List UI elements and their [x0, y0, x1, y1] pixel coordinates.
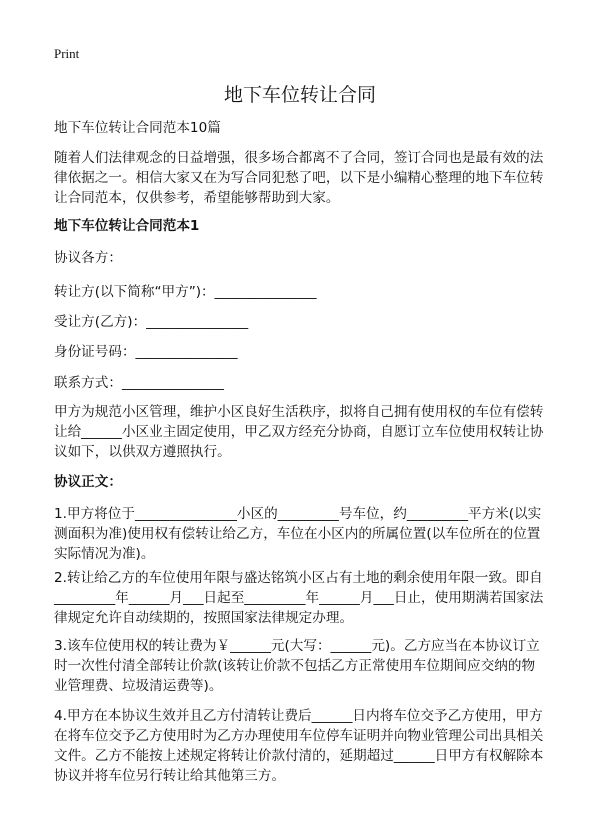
- line: 律依据之一。相信大家又在为写合同犯愁了吧，以下是小编精心整理的地下车位转: [54, 170, 544, 186]
- id-number-field: 身份证号码：_______________: [54, 344, 238, 360]
- parties-label: 协议各方：: [54, 250, 122, 266]
- intro-paragraph: [54, 148, 543, 208]
- line: 让给______小区业主固定使用，甲乙双方经充分协商，自愿订立车位使用权转让协: [54, 424, 544, 440]
- line: 让合同范本，仅供参考，希望能够帮助到大家。: [54, 190, 340, 206]
- line: 律规定允许自动续期的，按照国家法律规定办理。: [54, 610, 354, 626]
- subtitle: 地下车位转让合同范本10篇: [54, 120, 221, 136]
- line: 2.转让给乙方的车位使用年限与盛达铭筑小区占有土地的剩余使用年限一致。即自: [54, 570, 543, 586]
- line: _________年______月___日起至_________年______月___日止，使用期满若国家法: [54, 590, 544, 606]
- line: 4.甲方在本协议生效并且乙方付清转让费后______日内将车位交予乙方使用，甲方: [54, 708, 543, 724]
- line: 甲方为规范小区管理，维护小区良好生活秩序，拟将自己拥有使用权的车位有偿转: [54, 404, 544, 420]
- clause-1: [54, 504, 541, 564]
- line: 测面积为准)使用权有偿转让给乙方，车位在小区内的所属位置(以车位所在的位置: [54, 526, 541, 542]
- line: 议如下，以供双方遵照执行。: [54, 444, 231, 460]
- line: 业管理费、垃圾清运费等)。: [54, 678, 223, 694]
- line: 时一次性付清全部转让价款(该转让价款不包括乙方正常使用车位期间应交纳的物: [54, 658, 536, 674]
- line: 随着人们法律观念的日益增强，很多场合都离不了合同，签订合同也是最有效的法: [54, 150, 544, 166]
- line: 协议并将车位另行转让给其他第三方。: [54, 768, 286, 784]
- line: 1.甲方将位于_______________小区的_________号车位，约_________平方米(以实: [54, 506, 542, 522]
- clause-2: [54, 568, 543, 628]
- preamble-paragraph: [54, 402, 543, 462]
- transferee-field: 受让方(乙方)：_______________: [54, 314, 249, 330]
- transferor-field: 转让方(以下简称“甲方”)：_______________: [54, 284, 317, 300]
- contact-field: 联系方式：_______________: [54, 375, 224, 391]
- page-title: 地下车位转让合同: [223, 84, 376, 106]
- line: 在将车位交予乙方使用时为乙方办理使用车位停车证明并向物业管理公司出具相关: [54, 728, 544, 744]
- print-link[interactable]: Print: [54, 46, 80, 61]
- body-heading: 协议正文：: [54, 474, 122, 490]
- line: 实际情况为准)。: [54, 546, 155, 562]
- section-heading: 地下车位转让合同范本1: [54, 218, 200, 234]
- line: 3.该车位使用权的转让费为￥______元(大写：______元)。乙方应当在本协议订立: [54, 638, 540, 654]
- clause-4: [54, 706, 543, 786]
- clause-3: [54, 636, 540, 696]
- line: 文件。乙方不能按上述规定将转让价款付清的，延期超过______日甲方有权解除本: [54, 748, 544, 764]
